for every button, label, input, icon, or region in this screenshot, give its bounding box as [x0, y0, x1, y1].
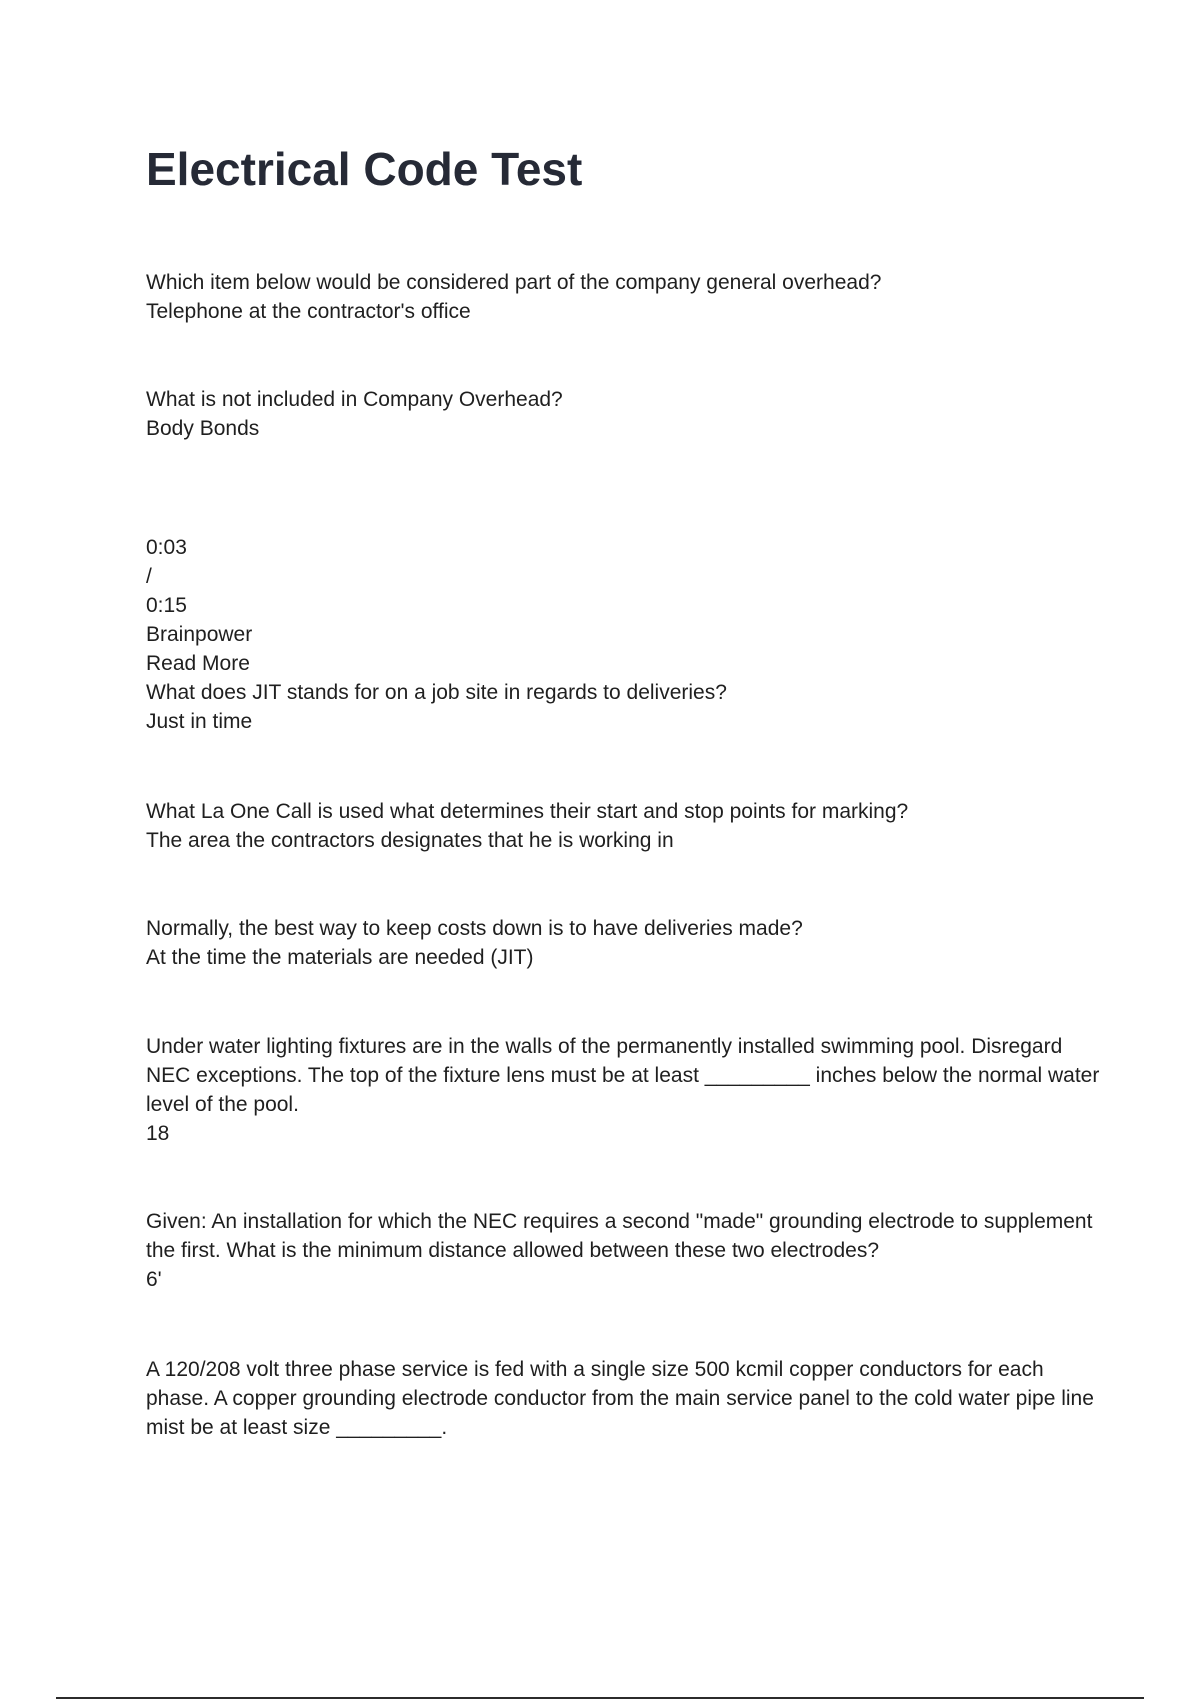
question-text: Which item below would be considered part of the company general overhead? — [146, 271, 882, 294]
answer-text: The area the contractors designates that he is working in — [146, 829, 674, 852]
answer-text: Body Bonds — [146, 417, 260, 440]
qa-item-6 — [146, 1032, 1106, 1148]
answer-text: Telephone at the contractor's office — [146, 300, 471, 323]
answer-text: 6' — [146, 1268, 162, 1291]
page-bottom-divider — [56, 1697, 1144, 1699]
question-text: A 120/208 volt three phase service is fed with a single size 500 kcmil copper conductors for each phase. A copper grounding electrode conductor from the main service panel to the cold water pipe line mist be at least size _________. — [146, 1358, 1100, 1439]
question-text: Normally, the best way to keep costs down is to have deliveries made? — [146, 917, 803, 940]
qa-item-4 — [146, 797, 1106, 855]
question-text: What is not included in Company Overhead? — [146, 388, 563, 411]
qa-item-8 — [146, 1355, 1106, 1442]
question-text: What does JIT stands for on a job site in regards to deliveries? — [146, 681, 727, 704]
media-duration: 0:15 — [146, 594, 187, 617]
media-current-time: 0:03 — [146, 536, 187, 559]
qa-item-5 — [146, 914, 1106, 972]
answer-text: Just in time — [146, 710, 253, 733]
read-more-link[interactable]: Read More — [146, 652, 250, 675]
media-player-remnant — [146, 533, 1106, 736]
qa-item-1 — [146, 268, 1106, 326]
answer-text: 18 — [146, 1122, 170, 1145]
media-time-separator: / — [146, 565, 152, 588]
qa-item-2 — [146, 385, 1106, 443]
question-text: Under water lighting fixtures are in the walls of the permanently installed swimming pool. Disregard NEC exceptions. The top of the fixture lens must be at least _________ inches below the normal water level of the pool. — [146, 1035, 1106, 1116]
question-text: Given: An installation for which the NEC requires a second "made" grounding electrode to supplement the first. What is the minimum distance allowed between these two electrodes? — [146, 1210, 1099, 1262]
answer-text: At the time the materials are needed (JIT) — [146, 946, 534, 969]
qa-item-7 — [146, 1207, 1106, 1294]
media-brand: Brainpower — [146, 623, 253, 646]
page-title: Electrical Code Test — [146, 143, 583, 195]
question-text: What La One Call is used what determines their start and stop points for marking? — [146, 800, 909, 823]
